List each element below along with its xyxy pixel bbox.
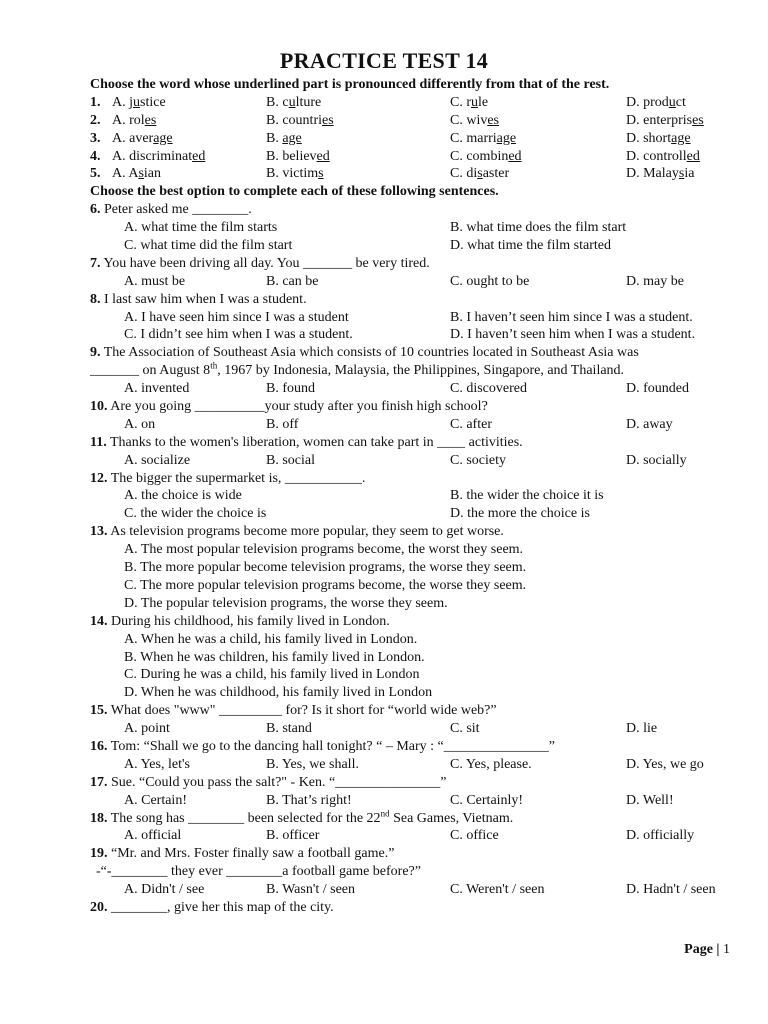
underlined-part: age bbox=[671, 130, 691, 146]
option-14c[interactable]: C. During he was a child, his family lived in London bbox=[124, 667, 420, 683]
option-11a[interactable]: A. socialize bbox=[124, 452, 191, 468]
option-8c[interactable]: C. I didn’t see him when I was a student. bbox=[124, 327, 353, 343]
options-6-row2 bbox=[90, 237, 740, 255]
options-18 bbox=[90, 827, 740, 845]
question-10: 10. Are you going __________your study after you finish high school? bbox=[90, 399, 488, 415]
options-12-row2 bbox=[90, 505, 740, 523]
option-4a[interactable]: A. discriminated bbox=[112, 148, 206, 164]
option-18b[interactable]: B. officer bbox=[266, 828, 320, 844]
underlined-part: s bbox=[138, 166, 144, 182]
option-7c[interactable]: C. ought to be bbox=[450, 273, 530, 289]
option-2c[interactable]: C. wives bbox=[450, 112, 500, 128]
option-4b[interactable]: B. believed bbox=[266, 148, 330, 164]
option-15a[interactable]: A. point bbox=[124, 721, 170, 737]
option-11c[interactable]: C. society bbox=[450, 452, 506, 468]
underlined-part: s bbox=[477, 166, 483, 182]
option-8a[interactable]: A. I have seen him since I was a student bbox=[124, 309, 349, 325]
underlined-part: es bbox=[322, 112, 334, 128]
option-13d[interactable]: D. The popular television programs, the worse they seem. bbox=[124, 595, 448, 611]
underlined-part: es bbox=[144, 112, 157, 128]
section1-questions bbox=[90, 94, 740, 183]
underlined-part: u bbox=[471, 94, 478, 110]
underlined-part: u bbox=[668, 94, 676, 110]
option-12b[interactable]: B. the wider the choice it is bbox=[450, 488, 604, 504]
question-15: 15. What does "www" _________ for? Is it short for “world wide web?” bbox=[90, 703, 497, 719]
page-title: PRACTICE TEST 14 bbox=[279, 48, 489, 73]
option-5c[interactable]: C. disaster bbox=[450, 166, 510, 182]
options-6-row1 bbox=[90, 219, 740, 237]
question-20: 20. ________, give her this map of the city. bbox=[90, 899, 334, 915]
option-9b[interactable]: B. found bbox=[266, 381, 315, 397]
options-8-row1 bbox=[90, 309, 740, 327]
option-8b[interactable]: B. I haven’t seen him since I was a student. bbox=[450, 309, 693, 325]
question-number: 5. bbox=[90, 166, 101, 182]
option-7a[interactable]: A. must be bbox=[124, 273, 186, 289]
option-2a[interactable]: A. roles bbox=[112, 112, 157, 128]
option-9d[interactable]: D. founded bbox=[626, 381, 689, 397]
options-15 bbox=[90, 720, 740, 738]
option-10c[interactable]: C. after bbox=[450, 416, 492, 432]
question-7: 7. You have been driving all day. You _______ be very tired. bbox=[90, 255, 430, 271]
option-7d[interactable]: D. may be bbox=[626, 273, 684, 289]
option-17c[interactable]: C. Certainly! bbox=[450, 792, 524, 808]
question-6: 6. Peter asked me ________. bbox=[90, 202, 252, 218]
options-9 bbox=[90, 380, 740, 398]
question-4 bbox=[90, 148, 740, 166]
options-8-row2 bbox=[90, 326, 740, 344]
question-18: 18. The song has ________ been selected for the 22nd Sea Games, Vietnam. bbox=[90, 807, 514, 826]
section1-instruction: Choose the word whose underlined part is pronounced differently from that of the rest. bbox=[90, 77, 610, 92]
option-14a[interactable]: A. When he was a child, his family lived in London. bbox=[124, 631, 418, 647]
option-5b[interactable]: B. victims bbox=[266, 166, 324, 182]
options-11 bbox=[90, 452, 740, 470]
option-4d[interactable]: D. controlled bbox=[626, 148, 700, 164]
option-1a[interactable]: A. justice bbox=[112, 94, 166, 110]
underlined-part: ed bbox=[508, 148, 522, 164]
option-19c[interactable]: C. Weren't / seen bbox=[450, 882, 545, 898]
option-16a[interactable]: A. Yes, let's bbox=[124, 756, 190, 772]
option-5a[interactable]: A. Asian bbox=[112, 166, 162, 182]
option-10b[interactable]: B. off bbox=[266, 416, 299, 432]
option-19d[interactable]: D. Hadn't / seen bbox=[626, 882, 716, 898]
question-number: 3. bbox=[90, 130, 101, 146]
question-number: 4. bbox=[90, 148, 101, 164]
underlined-part: u bbox=[288, 94, 296, 110]
option-9a[interactable]: A. invented bbox=[124, 381, 190, 397]
underlined-part: ed bbox=[192, 148, 206, 164]
question-19: 19. “Mr. and Mrs. Foster finally saw a football game.” bbox=[90, 846, 395, 862]
option-16b[interactable]: B. Yes, we shall. bbox=[266, 756, 359, 772]
option-3b[interactable]: B. age bbox=[266, 130, 302, 146]
option-6a[interactable]: A. what time the film starts bbox=[124, 220, 278, 236]
option-17b[interactable]: B. That’s right! bbox=[266, 792, 352, 808]
question-number: 2. bbox=[90, 112, 101, 128]
question-17: 17. Sue. “Could you pass the salt?" - Ken. “_______________” bbox=[90, 774, 447, 790]
underlined-part: u bbox=[133, 94, 140, 110]
options-10 bbox=[90, 416, 740, 434]
question-14: 14. During his childhood, his family lived in London. bbox=[90, 613, 390, 629]
page-separator: | bbox=[712, 942, 723, 957]
option-1d[interactable]: D. product bbox=[626, 94, 686, 110]
question-11: 11. Thanks to the women's liberation, women can take part in ____ activities. bbox=[90, 434, 523, 450]
question-5 bbox=[90, 165, 740, 183]
option-3d[interactable]: D. shortage bbox=[626, 130, 691, 146]
option-11d[interactable]: D. socially bbox=[626, 452, 687, 468]
question-12: 12. The bigger the supermarket is, ___________. bbox=[90, 470, 366, 486]
option-7b[interactable]: B. can be bbox=[266, 273, 319, 289]
underlined-part: es bbox=[487, 112, 500, 128]
question-9: 9. The Association of Southeast Asia which consists of 10 countries located in Southeast Asia was bbox=[90, 345, 639, 361]
option-14d[interactable]: D. When he was childhood, his family lived in London bbox=[124, 685, 433, 701]
option-10d[interactable]: D. away bbox=[626, 416, 673, 432]
option-19b[interactable]: B. Wasn't / seen bbox=[266, 882, 356, 898]
question-3 bbox=[90, 130, 740, 148]
page-number: 1 bbox=[723, 942, 730, 957]
options-7 bbox=[90, 273, 740, 291]
option-13a[interactable]: A. The most popular television programs become, the worst they seem. bbox=[124, 542, 524, 558]
option-13c[interactable]: C. The more popular television programs become, the worse they seem. bbox=[124, 577, 527, 593]
option-12a[interactable]: A. the choice is wide bbox=[124, 488, 242, 504]
underlined-part: s bbox=[318, 166, 324, 182]
option-12c[interactable]: C. the wider the choice is bbox=[124, 506, 267, 522]
question-2 bbox=[90, 112, 740, 130]
question-8: 8. I last saw him when I was a student. bbox=[90, 291, 307, 307]
option-15d[interactable]: D. lie bbox=[626, 721, 658, 737]
option-12d[interactable]: D. the more the choice is bbox=[450, 506, 590, 522]
underlined-part: age bbox=[496, 130, 517, 146]
option-18d[interactable]: D. officially bbox=[626, 828, 695, 844]
option-17a[interactable]: A. Certain! bbox=[124, 792, 187, 808]
option-3a[interactable]: A. average bbox=[112, 130, 173, 146]
option-6c[interactable]: C. what time did the film start bbox=[124, 238, 293, 254]
section2-instruction: Choose the best option to complete each of these following sentences. bbox=[90, 184, 499, 200]
option-14b[interactable]: B. When he was children, his family lived in London. bbox=[124, 649, 425, 665]
option-3c[interactable]: C. marriage bbox=[450, 130, 517, 146]
options-19 bbox=[90, 881, 740, 899]
option-17d[interactable]: D. Well! bbox=[626, 792, 674, 808]
option-19a[interactable]: A. Didn't / see bbox=[124, 882, 205, 898]
option-16d[interactable]: D. Yes, we go bbox=[626, 756, 704, 772]
option-6b[interactable]: B. what time does the film start bbox=[450, 220, 627, 236]
underlined-part: age bbox=[282, 130, 302, 146]
page-footer bbox=[684, 942, 730, 958]
page-label: Page bbox=[684, 942, 713, 957]
options-17 bbox=[90, 792, 740, 810]
option-11b[interactable]: B. social bbox=[266, 452, 315, 468]
options-16 bbox=[90, 756, 740, 774]
option-18a[interactable]: A. official bbox=[124, 828, 182, 844]
question-16: 16. Tom: “Shall we go to the dancing hall tonight? “ – Mary : “_______________” bbox=[90, 738, 555, 754]
question-1 bbox=[90, 94, 740, 112]
option-2d[interactable]: D. enterprises bbox=[626, 112, 704, 128]
option-4c[interactable]: C. combined bbox=[450, 148, 522, 164]
underlined-part: ed bbox=[316, 148, 330, 164]
option-8d[interactable]: D. I haven’t seen him when I was a student. bbox=[450, 327, 696, 343]
test-content bbox=[90, 76, 740, 917]
question-13: 13. As television programs become more popular, they seem to get worse. bbox=[90, 524, 504, 540]
underlined-part: age bbox=[153, 130, 173, 146]
option-6d[interactable]: D. what time the film started bbox=[450, 238, 611, 254]
underlined-part: s bbox=[678, 166, 685, 182]
option-15c[interactable]: C. sit bbox=[450, 721, 480, 737]
question-9-cont: _______ on August 8th, 1967 by Indonesia, Malaysia, the Philippines, Singapore, and Thailand. bbox=[90, 360, 625, 379]
question-19-cont: -“-________ they ever ________a football game before?” bbox=[96, 864, 421, 880]
underlined-part: es bbox=[692, 112, 704, 128]
question-number: 1. bbox=[90, 94, 101, 110]
underlined-part: ed bbox=[686, 148, 700, 164]
option-5d[interactable]: D. Malaysia bbox=[626, 166, 695, 182]
option-9c[interactable]: C. discovered bbox=[450, 381, 527, 397]
option-1b[interactable]: B. culture bbox=[266, 94, 322, 110]
option-2b[interactable]: B. countries bbox=[266, 112, 334, 128]
option-18c[interactable]: C. office bbox=[450, 828, 499, 844]
option-15b[interactable]: B. stand bbox=[266, 721, 312, 737]
options-12-row1 bbox=[90, 487, 740, 505]
option-1c[interactable]: C. rule bbox=[450, 94, 489, 110]
option-10a[interactable]: A. on bbox=[124, 416, 156, 432]
option-13b[interactable]: B. The more popular become television programs, the worse they seem. bbox=[124, 560, 527, 576]
option-16c[interactable]: C. Yes, please. bbox=[450, 756, 532, 772]
